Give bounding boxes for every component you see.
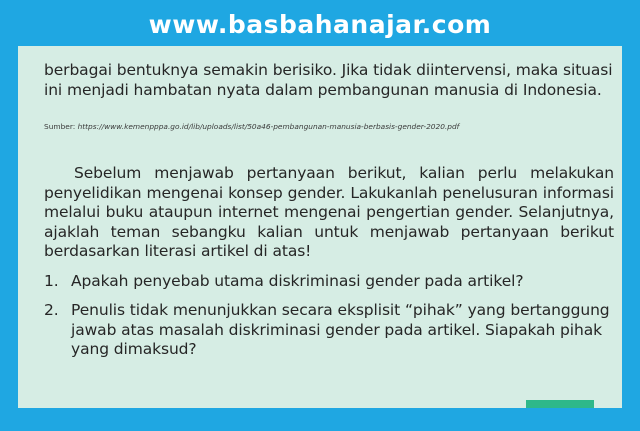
accent-bar (526, 400, 594, 408)
page-content (44, 46, 614, 370)
article-intro (44, 60, 614, 100)
question-text: Apakah penyebab utama diskriminasi gender pada artikel? (71, 271, 524, 290)
site-banner (0, 0, 640, 46)
question-list (44, 272, 614, 360)
intro-line-1: berbagai bentuknya semakin berisiko. Jika tidak diintervensi, maka situasi (44, 61, 613, 79)
source-citation (44, 122, 614, 132)
question-number: 1. (44, 271, 59, 290)
question-text: Penulis tidak menunjukkan secara eksplisit “pihak” yang bertanggung jawab atas masalah diskriminasi gender pada artikel. Siapakah pihak yang dimaksud? (71, 301, 610, 358)
list-item (44, 272, 614, 292)
instruction-paragraph: Sebelum menjawab pertanyaan berikut, kalian perlu melakukan penyelidikan mengenai konsep gender. Lakukanlah penelusuran informasi melalui buku ataupun internet mengenai pengertian gender. Selanjutnya, ajaklah teman sebangku kalian untuk menjawab pertanyaan berikut berdasarkan literasi artikel di atas! (44, 164, 614, 260)
source-url: https://www.kemenpppa.go.id/lib/uploads/list/50a46-pembangunan-manusia-berbasis-gender-2020.pdf (77, 122, 460, 131)
site-url-title: www.basbahanajar.com (148, 9, 492, 39)
source-label: Sumber: (44, 122, 76, 131)
intro-line-2: ini menjadi hambatan nyata dalam pembangunan manusia di Indonesia. (44, 81, 602, 99)
list-item (44, 301, 614, 360)
question-number: 2. (44, 301, 59, 319)
book-page (18, 46, 622, 408)
